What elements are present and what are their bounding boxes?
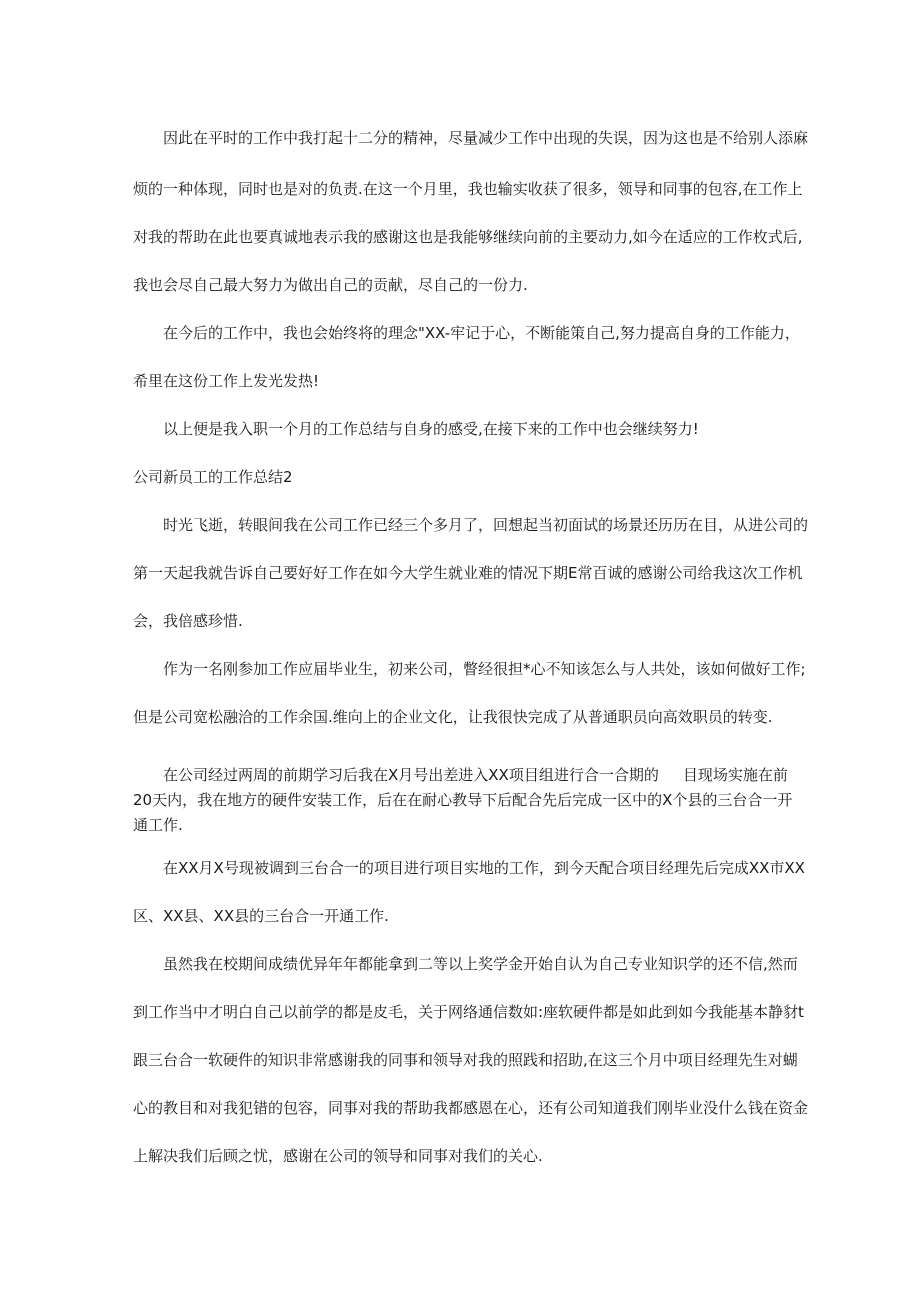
paragraph-line: 因此在平时的工作中我打起十二分的精神，尽量减少工作中出现的失误，因为这也是不给别人添麻 [163,129,809,147]
paragraph-line-part: 目现场实施在前 [682,766,788,784]
paragraph-line: 在今后的工作中，我也会始终将的理念"XX-牢记于心，不断能策自己,努力提高自身的工作能力， [163,324,800,342]
paragraph-line: 以上便是我入职一个月的工作总结与自身的感受,在接下来的工作中也会继续努力! [163,420,699,438]
paragraph-line [163,764,805,785]
paragraph-line: 20天内，我在地方的硬件安装工作，后在在耐心教导下后配合先后完成一区中的X个县的三台合一开 [133,791,793,809]
paragraph-line: 通工作. [133,816,183,834]
paragraph-line: 烦的一种体现，同时也是对的负责.在这一个月里，我也输实收获了很多，领导和同事的包容,在工作上 [133,180,803,198]
paragraph-line: 作为一名刚参加工作应届毕业生，初来公司，瞥经很担*心不知该怎么与人共处，该如何做好工作; [163,660,806,678]
paragraph-line: 在XX月X号现被调到三台合一的项目进行项目实地的工作，到今天配合项目经理先后完成XX市XX [163,859,805,877]
paragraph-line: 到工作当中才明白自己以前学的都是皮毛，关于网络通信数如:座软硬件都是如此到如今我能基本静豺t [133,1003,804,1021]
paragraph-line-part: 在公司经过两周的前期学习后我在X月号出差进入XX项目组进行合一合期的 [163,766,659,784]
paragraph-line: 第一天起我就告诉自己要好好工作在如今大学生就业难的情况下期E常百诚的感谢公司给我这次工作机 [133,564,803,582]
paragraph-line: 我也会尽自己最大努力为做出自己的贡献，尽自己的一份力. [133,276,528,294]
paragraph-line: 对我的帮助在此也要真诚地表示我的感谢这也是我能够继续向前的主要动力,如今在适应的工作枚式后, [133,228,803,246]
paragraph-line: 但是公司宽松融洽的工作余国.维向上的企业文化，让我很快完成了从普通职员向高效职员的转变. [133,708,773,726]
paragraph-line: 会，我倍感珍惜. [133,612,243,630]
paragraph-line: 跟三台合一软硬件的知识非常感谢我的同事和领导对我的照践和招助,在这三个月中项目经理先生对蝴 [133,1051,798,1069]
paragraph-line: 区、XX县、XX县的三台合一开通工作. [133,907,389,925]
paragraph-line: 上解决我们后顾之忧，感谢在公司的领导和同事对我们的关心. [133,1147,543,1165]
section-heading: 公司新员工的工作总结2 [133,468,293,486]
paragraph-line: 希里在这份工作上发光发热! [133,372,320,390]
paragraph-line: 心的教目和对我犯错的包容，同事对我的帮助我都感恩在心，还有公司知道我们刚毕业没什么钱在资金 [133,1099,809,1117]
paragraph-line: 时光飞逝，转眼间我在公司工作已经三个多月了，回想起当初面试的场景还历历在目，从进公司的 [163,516,809,534]
paragraph-line: 虽然我在校期间成绩优异年年都能拿到二等以上奖学金开始自认为自己专业知识学的还不信,然而 [163,955,798,973]
